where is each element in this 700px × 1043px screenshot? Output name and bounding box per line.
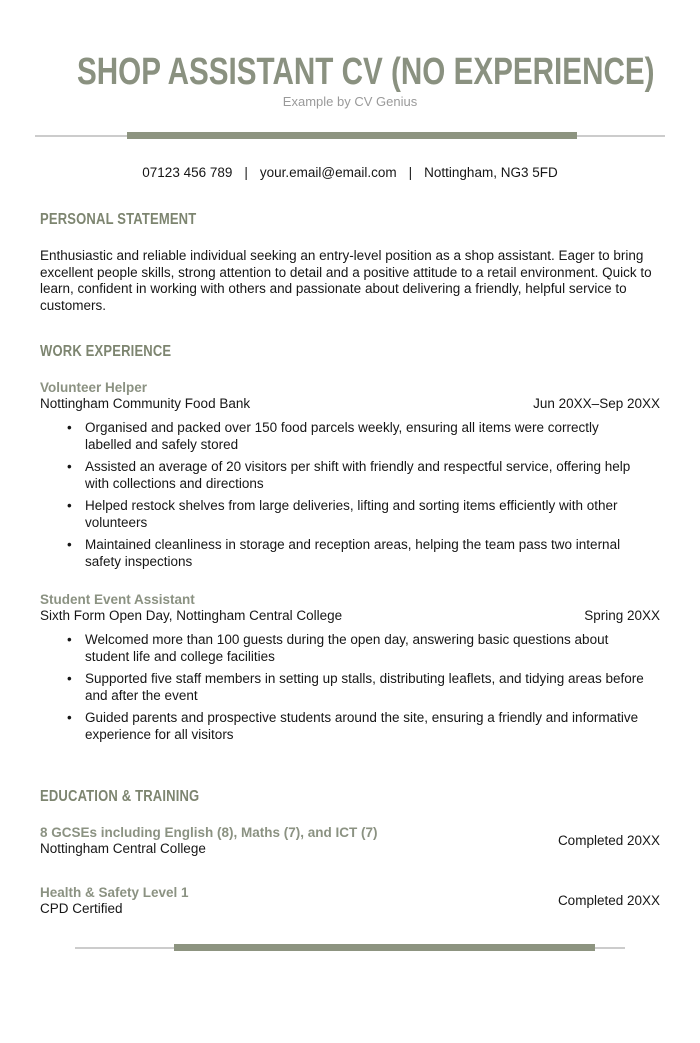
completion-date: Completed 20XX <box>557 833 660 849</box>
job-dates: Jun 20XX–Sep 20XX <box>533 395 660 411</box>
bullet-item: • Assisted an average of 20 visitors per shift with friendly and respectful service, offering help with collections and directions <box>67 459 645 492</box>
job-title: Volunteer Helper <box>40 380 148 395</box>
personal-statement-text: Enthusiastic and reliable individual seeking an entry-level position as a shop assistant. Eager to bring excellent people skills, strong attention to detail and a positive attitude to a retail environment. Quick to learn, confident in working with others and passionate about delivering a friendly, helpful service to customers. <box>40 248 652 313</box>
personal-statement-section <box>40 212 660 314</box>
institution: CPD Certified <box>40 901 123 916</box>
job-entry <box>40 380 660 570</box>
job-organisation: Nottingham Community Food Bank <box>40 395 251 411</box>
contact-separator: | <box>408 165 413 180</box>
header-divider <box>35 132 665 139</box>
contact-separator: | <box>244 165 248 180</box>
job-title: Student Event Assistant <box>40 592 195 607</box>
work-experience-section <box>40 344 660 743</box>
job-bullets <box>40 420 660 570</box>
cv-page <box>0 53 700 1043</box>
qualification-title: Health & Safety Level 1 <box>40 885 189 900</box>
email-address: your.email@email.com <box>259 165 397 180</box>
job-bullets <box>40 632 660 743</box>
bullet-item: • Organised and packed over 150 food parcels weekly, ensuring all items were correctly labelled and safely stored <box>67 420 645 453</box>
job-entry <box>40 592 660 743</box>
education-entry <box>40 825 660 857</box>
page-subtitle: Example by CV Genius <box>282 94 418 109</box>
bullet-item: • Supported five staff members in setting up stalls, distributing leaflets, and tidying areas before and after the event <box>67 671 645 704</box>
education-section <box>40 789 660 917</box>
page-title: SHOP ASSISTANT CV (NO EXPERIENCE) <box>77 51 655 93</box>
bullet-item: • Welcomed more than 100 guests during the open day, answering basic questions about student life and college facilities <box>67 632 645 665</box>
completion-date: Completed 20XX <box>557 893 660 909</box>
qualification-title: 8 GCSEs including English (8), Maths (7), and ICT (7) <box>40 825 378 840</box>
cv-body <box>0 212 700 951</box>
institution: Nottingham Central College <box>40 841 206 856</box>
phone-number: 07123 456 789 <box>142 165 233 180</box>
job-dates: Spring 20XX <box>584 607 660 623</box>
job-organisation: Sixth Form Open Day, Nottingham Central College <box>40 607 343 623</box>
divider-bar <box>127 132 577 139</box>
divider-bar <box>174 944 595 951</box>
bullet-item: • Maintained cleanliness in storage and reception areas, helping the team pass two internal safety inspections <box>67 537 645 570</box>
education-entry <box>40 885 660 917</box>
bullet-item: • Guided parents and prospective students around the site, ensuring a friendly and informative experience for all visitors <box>67 710 645 743</box>
location: Nottingham, NG3 5FD <box>424 165 558 180</box>
personal-statement-heading: PERSONAL STATEMENT <box>40 211 197 228</box>
work-experience-heading: WORK EXPERIENCE <box>40 343 172 360</box>
education-heading: EDUCATION & TRAINING <box>40 788 200 805</box>
bullet-item: • Helped restock shelves from large deliveries, lifting and sorting items efficiently with other volunteers <box>67 498 645 531</box>
footer-divider <box>75 944 625 951</box>
contact-bar <box>0 165 700 181</box>
